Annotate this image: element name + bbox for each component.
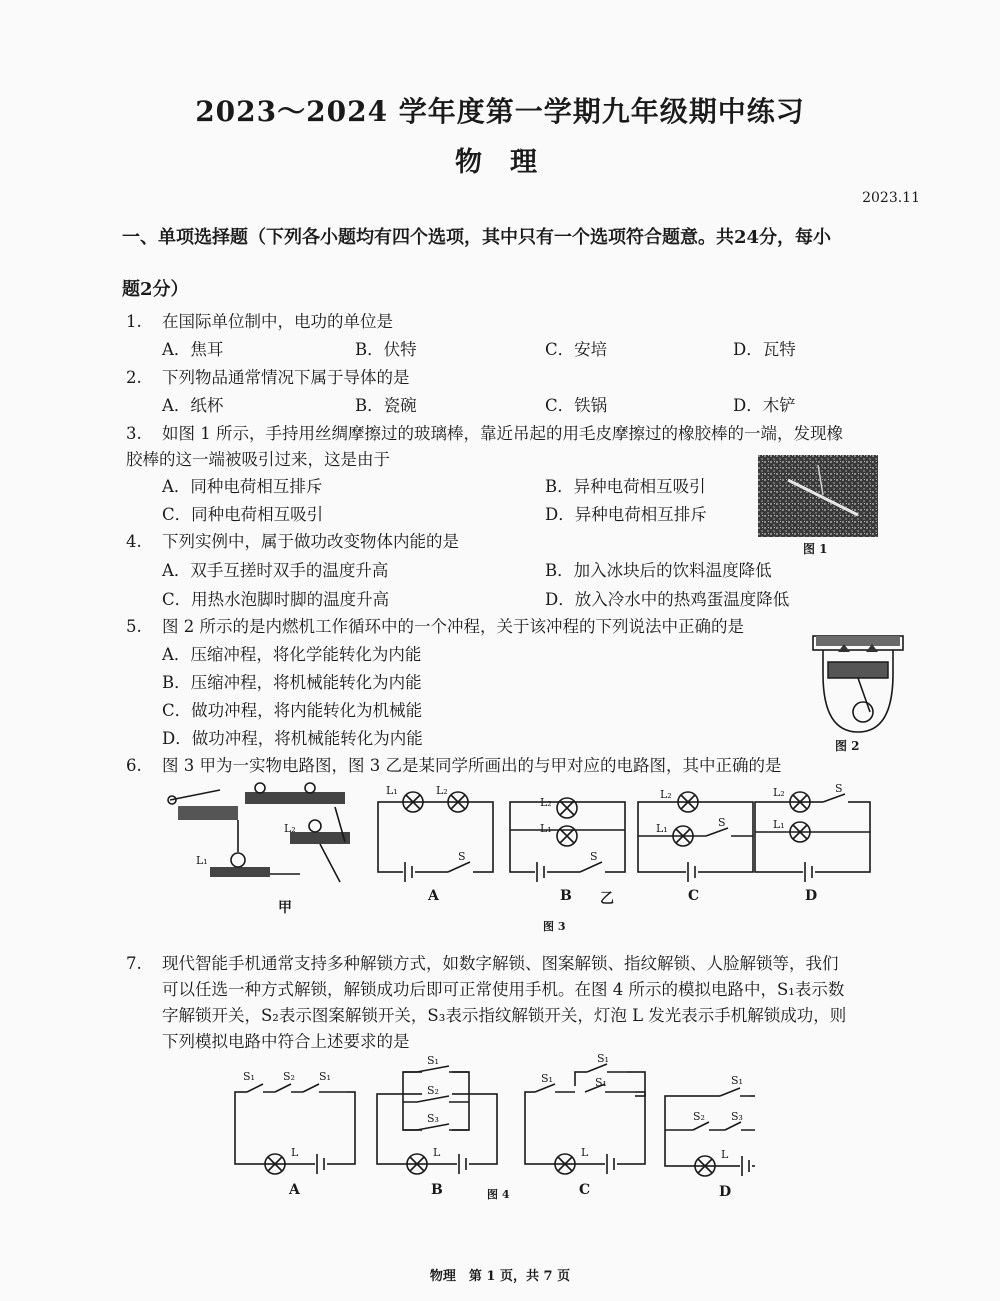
physical-circuit-icon bbox=[168, 783, 350, 916]
svg-text:S: S bbox=[718, 816, 726, 829]
svg-text:S₁: S₁ bbox=[243, 1070, 255, 1083]
option-b[interactable]: B．加入冰块后的饮料温度降低 bbox=[545, 561, 772, 580]
svg-text:L₁: L₁ bbox=[540, 822, 552, 835]
option-b[interactable]: B．瓷碗 bbox=[355, 396, 417, 415]
circuit-option-b[interactable] bbox=[510, 796, 625, 904]
svg-text:A: A bbox=[428, 888, 439, 904]
svg-text:D: D bbox=[719, 1184, 732, 1200]
question-stem-line2: 可以任选一种方式解锁，解锁成功后即可正常使用手机。在图 4 所示的模拟电路中，S₁表示数 bbox=[162, 980, 845, 999]
option-c[interactable]: C．安培 bbox=[545, 340, 608, 359]
svg-text:L₂: L₂ bbox=[773, 786, 785, 799]
question-2-options bbox=[0, 392, 1000, 419]
svg-text:S₃: S₃ bbox=[427, 1112, 439, 1125]
figure-3 bbox=[160, 782, 880, 937]
circuit-option-c[interactable] bbox=[525, 1052, 645, 1198]
figure-2-engine bbox=[808, 632, 908, 737]
figure-1-photo bbox=[758, 455, 878, 537]
circuit-option-a[interactable] bbox=[378, 784, 493, 904]
question-number: 1. bbox=[126, 312, 142, 331]
svg-text:L₂: L₂ bbox=[436, 784, 448, 797]
question-5-options bbox=[0, 641, 600, 753]
circuit-option-d[interactable] bbox=[755, 782, 870, 904]
label-yi: 乙 bbox=[600, 891, 614, 907]
svg-text:L: L bbox=[433, 1146, 441, 1159]
option-a[interactable]: A．同种电荷相互排斥 bbox=[162, 477, 323, 496]
option-d[interactable]: D．放入冷水中的热鸡蛋温度降低 bbox=[545, 590, 790, 609]
question-1-options bbox=[0, 336, 1000, 363]
svg-text:L: L bbox=[581, 1146, 589, 1159]
label-jia: 甲 bbox=[278, 900, 292, 916]
svg-text:S₁: S₁ bbox=[597, 1052, 609, 1065]
exam-title: 2023～2024 学年度第一学期九年级期中练习 bbox=[195, 95, 805, 128]
question-number: 2. bbox=[126, 368, 142, 387]
exam-date: 2023.11 bbox=[862, 190, 920, 206]
question-stem-line2: 胶棒的这一端被吸引过来，这是由于 bbox=[126, 450, 390, 469]
option-c[interactable]: C．做功冲程，将内能转化为机械能 bbox=[162, 701, 423, 720]
svg-text:S₁: S₁ bbox=[595, 1076, 607, 1089]
circuit-option-a[interactable] bbox=[235, 1070, 355, 1198]
question-stem-line3: 字解锁开关，S₂表示图案解锁开关，S₃表示指纹解锁开关，灯泡 L 发光表示手机解锁成功，则 bbox=[162, 1006, 847, 1025]
svg-text:D: D bbox=[805, 888, 818, 904]
svg-text:L₁: L₁ bbox=[773, 818, 785, 831]
option-b[interactable]: B．异种电荷相互吸引 bbox=[545, 477, 706, 496]
svg-text:L₂: L₂ bbox=[660, 788, 672, 801]
svg-text:S₁: S₁ bbox=[731, 1074, 743, 1087]
figure-1-caption: 图 1 bbox=[803, 542, 828, 556]
question-stem: 下列实例中，属于做功改变物体内能的是 bbox=[162, 532, 459, 551]
option-a[interactable]: A．焦耳 bbox=[162, 340, 224, 359]
svg-text:S: S bbox=[590, 850, 598, 863]
question-stem-line1: 现代智能手机通常支持多种解锁方式，如数字解锁、图案解锁、指纹解锁、人脸解锁等，我们 bbox=[162, 954, 839, 973]
svg-text:L₁: L₁ bbox=[386, 784, 398, 797]
question-number: 3. bbox=[126, 424, 142, 443]
svg-text:L₂: L₂ bbox=[540, 796, 552, 809]
engine-cylinder-icon bbox=[808, 632, 908, 737]
option-c[interactable]: C．同种电荷相互吸引 bbox=[162, 505, 324, 524]
circuit-option-d[interactable] bbox=[665, 1074, 755, 1200]
svg-text:S₁: S₁ bbox=[427, 1054, 439, 1067]
svg-text:S₂: S₂ bbox=[427, 1084, 439, 1097]
page-footer: 物理 第 1 页，共 7 页 bbox=[429, 1269, 571, 1284]
option-a[interactable]: A．纸杯 bbox=[162, 396, 224, 415]
label-l2: L₂ bbox=[284, 822, 296, 835]
figure-3-caption: 图 3 bbox=[543, 920, 566, 933]
section-heading-line2: 题2分） bbox=[122, 279, 189, 300]
svg-text:S: S bbox=[458, 850, 466, 863]
option-d[interactable]: D．做功冲程，将机械能转化为内能 bbox=[162, 729, 423, 748]
svg-text:S₂: S₂ bbox=[693, 1110, 705, 1123]
circuit-option-b[interactable] bbox=[377, 1054, 497, 1198]
option-d[interactable]: D．木铲 bbox=[733, 396, 796, 415]
option-d[interactable]: D．异种电荷相互排斥 bbox=[545, 505, 707, 524]
option-b[interactable]: B．压缩冲程，将机械能转化为内能 bbox=[162, 673, 422, 692]
question-stem-line4: 下列模拟电路中符合上述要求的是 bbox=[162, 1032, 410, 1051]
label-l1: L₁ bbox=[196, 854, 208, 867]
question-stem: 图 2 所示的是内燃机工作循环中的一个冲程，关于该冲程的下列说法中正确的是 bbox=[162, 617, 744, 636]
svg-text:L: L bbox=[721, 1148, 729, 1161]
question-stem: 在国际单位制中，电功的单位是 bbox=[162, 312, 393, 331]
option-a[interactable]: A．压缩冲程，将化学能转化为内能 bbox=[162, 645, 422, 664]
option-b[interactable]: B．伏特 bbox=[355, 340, 417, 359]
question-number: 5. bbox=[126, 617, 142, 636]
option-d[interactable]: D．瓦特 bbox=[733, 340, 796, 359]
svg-text:S₃: S₃ bbox=[731, 1110, 743, 1123]
option-c[interactable]: C．用热水泡脚时脚的温度升高 bbox=[162, 590, 390, 609]
svg-text:S₁: S₁ bbox=[541, 1072, 553, 1085]
option-a[interactable]: A．双手互搓时双手的温度升高 bbox=[162, 561, 389, 580]
svg-text:S₂: S₂ bbox=[283, 1070, 295, 1083]
svg-text:L₁: L₁ bbox=[656, 822, 668, 835]
svg-text:S₁: S₁ bbox=[319, 1070, 331, 1083]
subject-title: 物理 bbox=[455, 147, 565, 178]
question-number: 6. bbox=[126, 756, 142, 775]
figure-2-caption: 图 2 bbox=[835, 739, 860, 753]
question-number: 4. bbox=[126, 532, 142, 551]
svg-text:C: C bbox=[579, 1182, 591, 1198]
svg-text:A: A bbox=[289, 1182, 300, 1198]
section-heading bbox=[122, 212, 892, 316]
glass-rod-photo-icon bbox=[758, 455, 878, 537]
figure-4-caption: 图 4 bbox=[487, 1188, 510, 1201]
svg-text:B: B bbox=[560, 888, 572, 904]
option-c[interactable]: C．铁锅 bbox=[545, 396, 608, 415]
svg-text:C: C bbox=[688, 888, 700, 904]
svg-text:L: L bbox=[291, 1146, 299, 1159]
question-3-options bbox=[0, 473, 740, 527]
circuit-option-c[interactable] bbox=[638, 788, 753, 904]
question-number: 7. bbox=[126, 954, 142, 973]
section-heading-line1: 一、单项选择题（下列各小题均有四个选项，其中只有一个选项符合题意。共24分，每小 bbox=[122, 227, 832, 248]
question-stem: 图 3 甲为一实物电路图，图 3 乙是某同学所画出的与甲对应的电路图，其中正确的是 bbox=[162, 756, 782, 775]
question-4-options bbox=[0, 557, 900, 613]
figure-4 bbox=[225, 1052, 755, 1212]
svg-text:B: B bbox=[431, 1182, 443, 1198]
question-stem-line1: 如图 1 所示，手持用丝绸摩擦过的玻璃棒，靠近吊起的用毛皮摩擦过的橡胶棒的一端，发现橡 bbox=[162, 424, 843, 443]
svg-text:S: S bbox=[835, 782, 843, 795]
question-stem: 下列物品通常情况下属于导体的是 bbox=[162, 368, 410, 387]
